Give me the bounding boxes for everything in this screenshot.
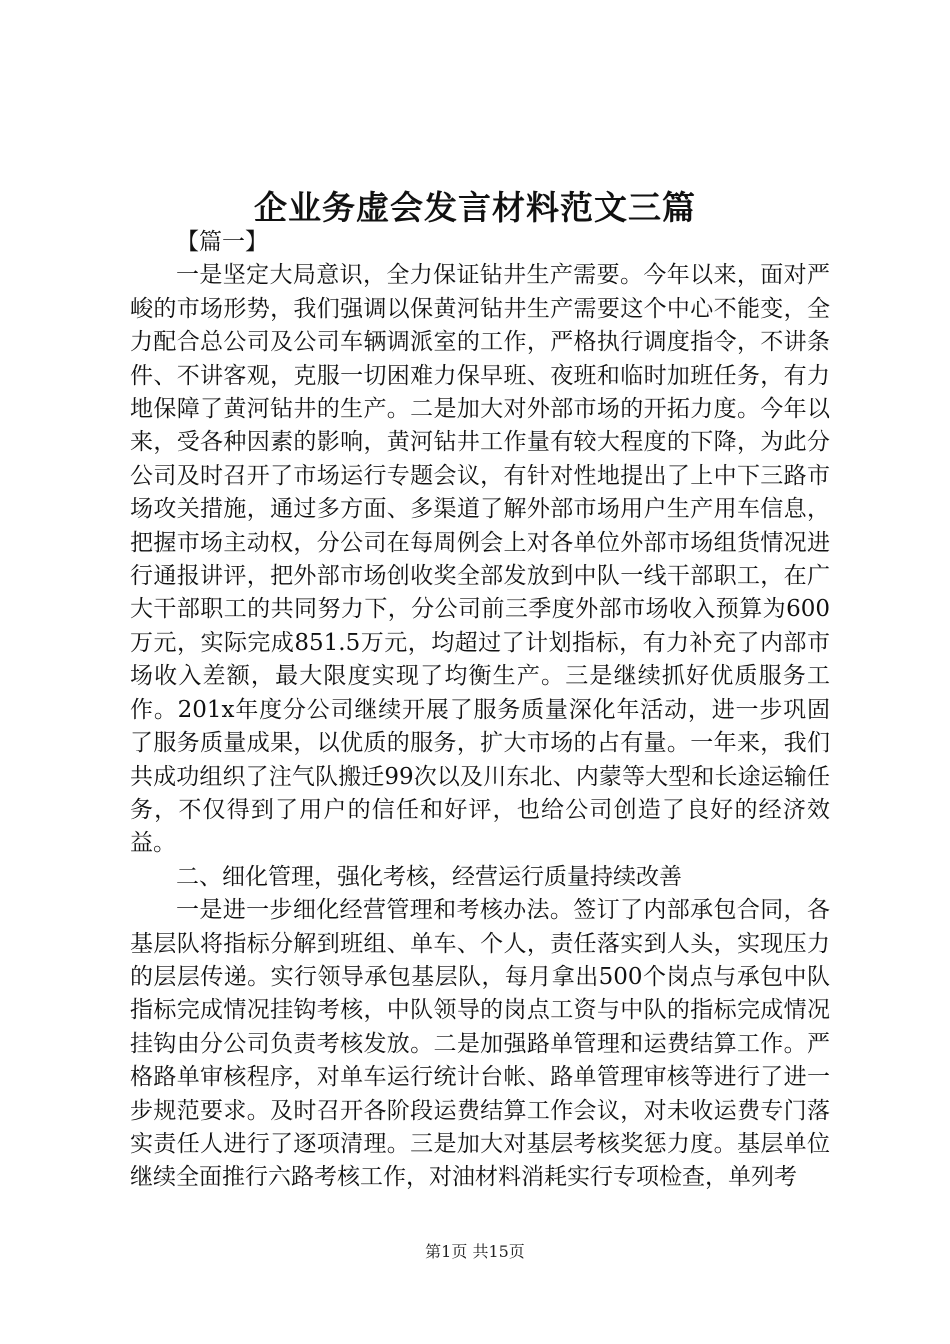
body-paragraph: 一是进一步细化经营管理和考核办法。签订了内部承包合同，各基层队将指标分解到班组、单车、个人，责任落实到人头，实现压力的层层传递。实行领导承包基层队，每月拿出500个岗点与承包中队指标完成情况挂钩考核，中队领导的岗点工资与中队的指标完成情况挂钩由分公司负责考核发放。二是加强路单管理和运费结算工作。严格路单审核程序，对单车运行统计台帐、路单管理审核等进行了进一步规范要求。及时召开各阶段运费结算工作会议，对未收运费专门落实责任人进行了逐项清理。三是加大对基层考核奖惩力度。基层单位继续全面推行六路考核工作，对油材料消耗实行专项检查，单列考 xyxy=(130,897,830,1191)
body-paragraph: 一是坚定大局意识，全力保证钻井生产需要。今年以来，面对严峻的市场形势，我们强调以保黄河钻井生产需要这个中心不能变，全力配合总公司及公司车辆调派室的工作，严格执行调度指令，不讲条件、不讲客观，克服一切困难力保早班、夜班和临时加班任务，有力地保障了黄河钻井的生产。二是加大对外部市场的开拓力度。今年以来，受各种因素的影响，黄河钻井工作量有较大程度的下降，为此分公司及时召开了市场运行专题会议，有针对性地提出了上中下三路市场攻关措施，通过多方面、多渠道了解外部市场用户生产用车信息，把握市场主动权，分公司在每周例会上对各单位外部市场组货情况进行通报讲评，把外部市场创收奖全部发放到中队一线干部职工，在广大干部职工的共同努力下，分公司前三季度外部市场收入预算为600万元，实际完成851.5万元，均超过了计划指标，有力补充了内部市场收入差额，最大限度实现了均衡生产。三是继续抓好优质服务工作。201x年度分公司继续开展了服务质量深化年活动，进一步巩固了服务质量成果，以优质的服务，扩大市场的占有量。一年来，我们共成功组织了注气队搬迁99次以及川东北、内蒙等大型和长途运输任务，不仅得到了用户的信任和好评，也给公司创造了良好的经济效益。 xyxy=(130,262,830,857)
subsection-heading: 二、细化管理，强化考核，经营运行质量持续改善 xyxy=(176,863,682,890)
document-title: 企业务虚会发言材料范文三篇 xyxy=(254,188,696,227)
section-heading: 【篇一】 xyxy=(176,229,268,255)
document-body xyxy=(130,226,830,1195)
page-footer: 第1页 共15页 xyxy=(425,1242,525,1261)
